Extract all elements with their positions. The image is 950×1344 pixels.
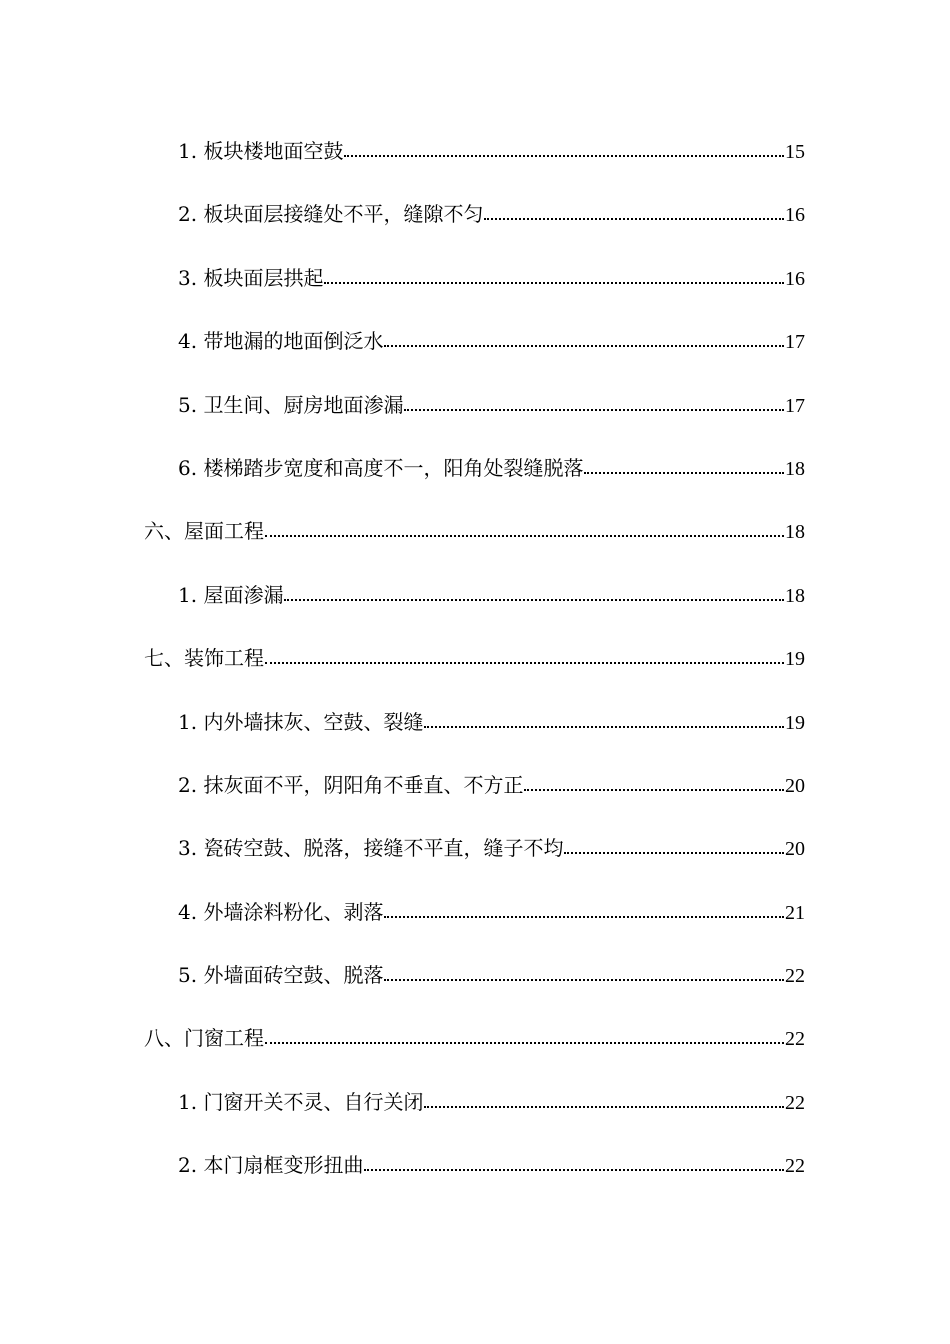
- toc-entry-page: 20: [785, 838, 805, 861]
- toc-leader-dots: [584, 455, 784, 475]
- toc-entry-8-2[interactable]: [178, 1145, 805, 1208]
- toc-entry-page: 17: [785, 394, 805, 417]
- toc-entry-page: 21: [785, 901, 805, 924]
- toc-section-decoration[interactable]: [144, 638, 805, 701]
- toc-section-roofing[interactable]: [144, 511, 805, 574]
- toc-entry-1-4[interactable]: [178, 321, 805, 384]
- toc-entry-8-1[interactable]: [178, 1082, 805, 1145]
- toc-leader-dots: [265, 518, 784, 538]
- toc-entry-title: 4. 外墙涂料粉化、剥落: [178, 899, 384, 924]
- toc-entry-title: 2. 抹灰面不平，阴阳角不垂直、不方正: [178, 772, 524, 797]
- toc-entry-title: 1. 门窗开关不灵、自行关闭: [178, 1089, 424, 1114]
- toc-entry-1-6[interactable]: [178, 448, 805, 511]
- toc-leader-dots: [384, 328, 784, 348]
- toc-entry-1-3[interactable]: [178, 258, 805, 321]
- toc-entry-1-2[interactable]: [178, 194, 805, 257]
- toc-leader-dots: [324, 265, 784, 285]
- toc-entry-page: 16: [785, 204, 805, 227]
- toc-entry-title: 2. 板块面层接缝处不平，缝隙不匀: [178, 202, 484, 227]
- toc-section-doors-windows[interactable]: [144, 1018, 805, 1081]
- toc-entry-page: 18: [785, 584, 805, 607]
- toc-entry-title: 1. 内外墙抹灰、空鼓、裂缝: [178, 709, 424, 734]
- toc-leader-dots: [284, 582, 784, 602]
- toc-section-page: 19: [785, 648, 805, 671]
- toc-section-title: 八、门窗工程: [144, 1026, 264, 1051]
- toc-entry-page: 20: [785, 774, 805, 797]
- toc-entry-title: 1. 屋面渗漏: [178, 582, 284, 607]
- toc-section-title: 六、屋面工程: [144, 519, 264, 544]
- toc-entry-title: 2. 本门扇框变形扭曲: [178, 1153, 364, 1178]
- toc-entry-page: 22: [785, 1155, 805, 1178]
- toc-entry-title: 6. 楼梯踏步宽度和高度不一，阳角处裂缝脱落: [178, 455, 584, 480]
- toc-leader-dots: [524, 772, 784, 792]
- toc-leader-dots: [265, 1025, 784, 1045]
- toc-entry-1-5[interactable]: [178, 385, 805, 448]
- toc-leader-dots: [384, 899, 784, 919]
- toc-section-page: 22: [785, 1028, 805, 1051]
- toc-leader-dots: [344, 138, 784, 158]
- toc-entry-title: 5. 卫生间、厨房地面渗漏: [178, 392, 404, 417]
- toc-entry-7-4[interactable]: [178, 892, 805, 955]
- toc-leader-dots: [484, 201, 784, 221]
- toc-entry-7-3[interactable]: [178, 828, 805, 891]
- toc-entry-7-2[interactable]: [178, 765, 805, 828]
- toc-leader-dots: [564, 835, 784, 855]
- toc-leader-dots: [384, 962, 784, 982]
- toc-entry-7-1[interactable]: [178, 702, 805, 765]
- toc-entry-title: 5. 外墙面砖空鼓、脱落: [178, 963, 384, 988]
- toc-entry-page: 17: [785, 331, 805, 354]
- toc-leader-dots: [424, 709, 784, 729]
- toc-entry-1-1[interactable]: [178, 131, 805, 194]
- toc-entry-page: 18: [785, 457, 805, 480]
- toc-entry-page: 16: [785, 267, 805, 290]
- toc-entry-page: 22: [785, 965, 805, 988]
- toc-leader-dots: [424, 1089, 784, 1109]
- toc-entry-title: 1. 板块楼地面空鼓: [178, 139, 344, 163]
- toc-entry-page: 22: [785, 1091, 805, 1114]
- toc-entry-page: 19: [785, 711, 805, 734]
- toc-leader-dots: [404, 392, 784, 412]
- toc-entry-title: 3. 板块面层拱起: [178, 265, 324, 290]
- toc-section-page: 18: [785, 521, 805, 544]
- toc-entry-title: 3. 瓷砖空鼓、脱落，接缝不平直，缝子不均: [178, 836, 564, 861]
- toc-entry-7-5[interactable]: [178, 955, 805, 1018]
- toc-entry-title: 4. 带地漏的地面倒泛水: [178, 329, 384, 354]
- toc-entry-6-1[interactable]: [178, 575, 805, 638]
- toc-leader-dots: [265, 645, 784, 665]
- toc-section-title: 七、装饰工程: [144, 646, 264, 671]
- toc-entry-page: 15: [785, 141, 805, 163]
- toc-leader-dots: [364, 1152, 784, 1172]
- table-of-contents: [0, 131, 950, 1209]
